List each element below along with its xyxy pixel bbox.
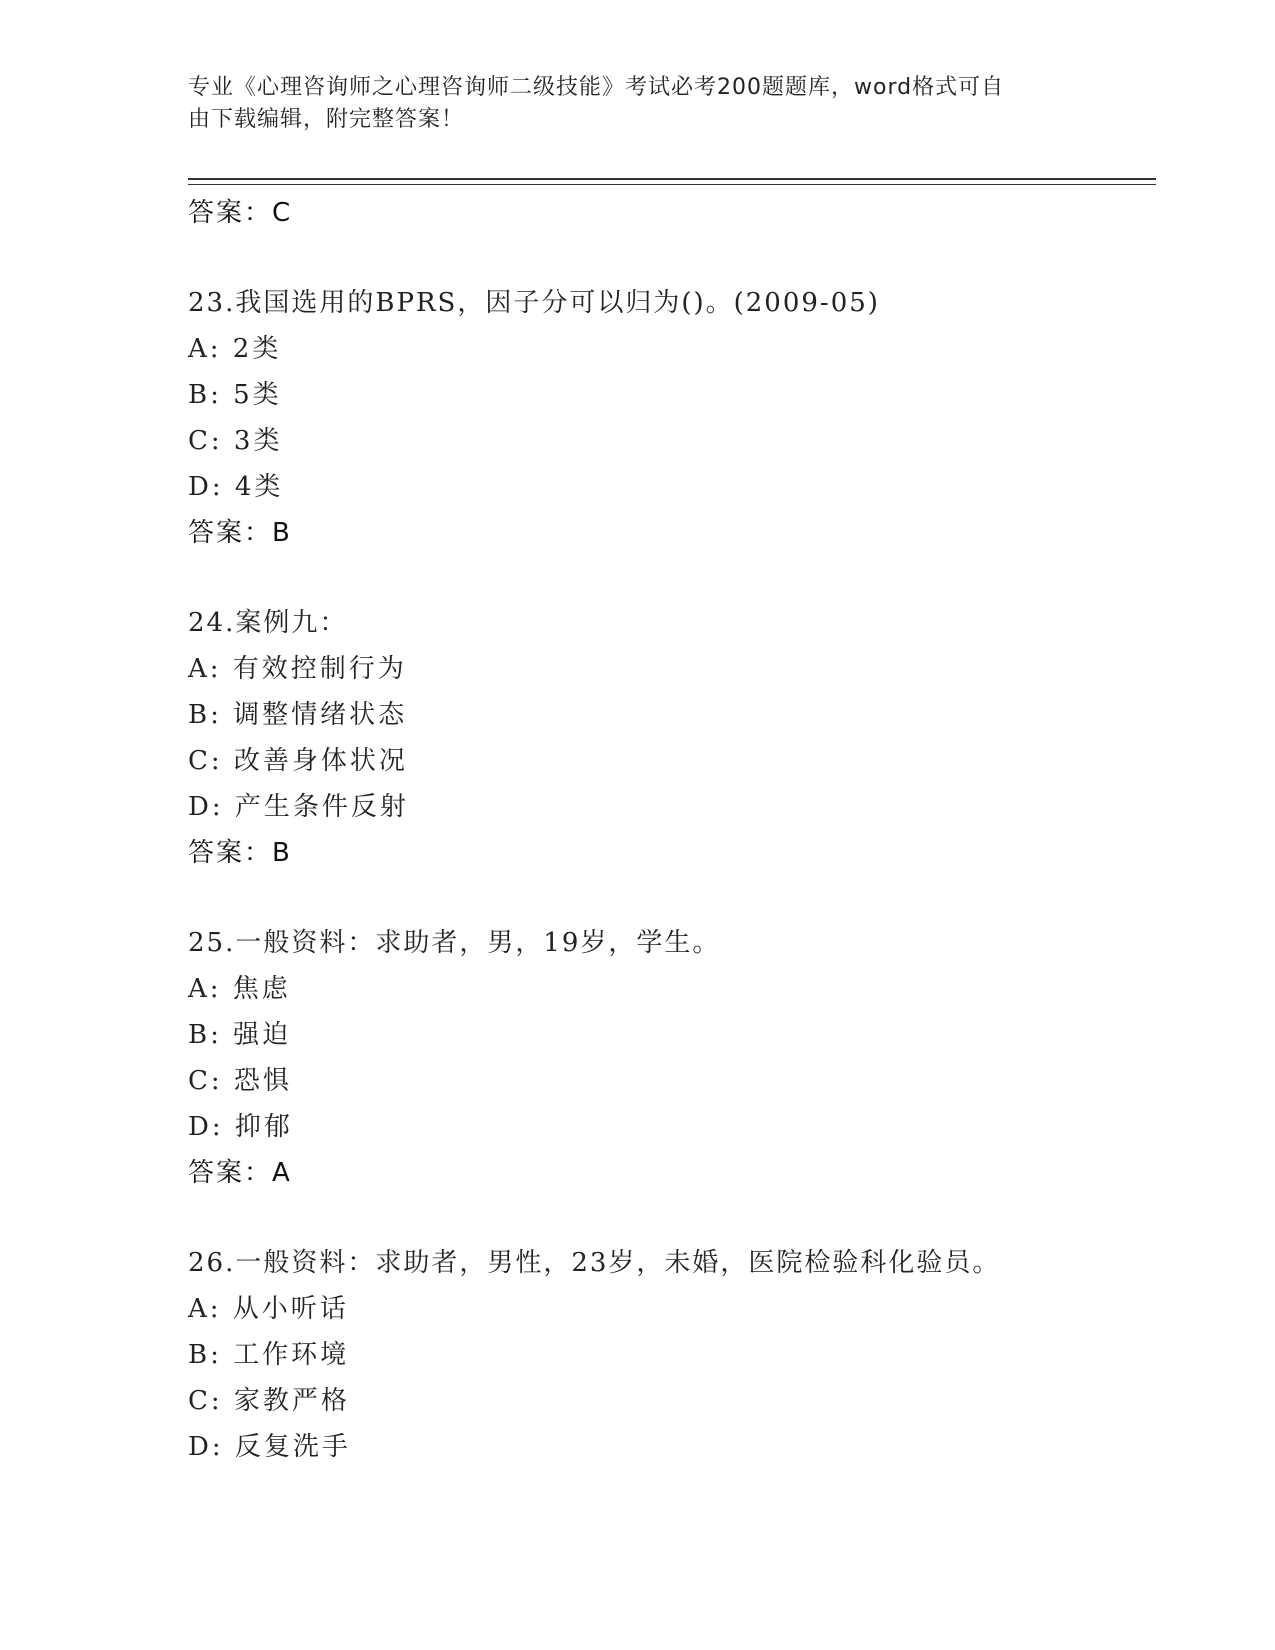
question-26 (188, 1240, 1156, 1470)
question-list (188, 190, 1156, 1470)
header-line-1: 专业《心理咨询师之心理咨询师二级技能》考试必考200题题库，word格式可自 (188, 75, 1005, 100)
option-c: C: 改善身体状况 (188, 746, 408, 776)
question-stem: 25.一般资料：求助者，男，19岁，学生。 (188, 928, 721, 958)
option-d: D: 抑郁 (188, 1112, 293, 1142)
option-b: B: 调整情绪状态 (188, 700, 408, 730)
header-divider-thick (188, 178, 1156, 180)
question-23 (188, 280, 1156, 556)
option-c: C: 3类 (188, 426, 283, 456)
header-divider-thin (188, 184, 1156, 185)
answer: 答案：B (188, 838, 292, 868)
previous-answer: 答案：C (188, 198, 293, 228)
question-stem: 24.案例九： (188, 608, 348, 638)
question-25 (188, 920, 1156, 1196)
option-c: C: 家教严格 (188, 1386, 350, 1416)
option-a: A: 焦虑 (188, 974, 291, 1004)
question-stem: 26.一般资料：求助者，男性，23岁，未婚，医院检验科化验员。 (188, 1248, 1001, 1278)
option-b: B: 5类 (188, 380, 282, 410)
answer: 答案：B (188, 518, 292, 548)
option-a: A: 从小听话 (188, 1294, 349, 1324)
option-b: B: 强迫 (188, 1020, 292, 1050)
header-line-2: 由下载编辑，附完整答案！ (188, 107, 465, 132)
option-b: B: 工作环境 (188, 1340, 350, 1370)
question-stem: 23.我国选用的BPRS，因子分可以归为()。(2009-05) (188, 288, 880, 318)
option-a: A: 有效控制行为 (188, 654, 407, 684)
option-c: C: 恐惧 (188, 1066, 292, 1096)
option-d: D: 反复洗手 (188, 1432, 351, 1462)
document-header (188, 72, 1088, 136)
option-d: D: 4类 (188, 472, 284, 502)
question-24 (188, 600, 1156, 876)
answer: 答案：A (188, 1158, 292, 1188)
option-d: D: 产生条件反射 (188, 792, 409, 822)
option-a: A: 2类 (188, 334, 282, 364)
